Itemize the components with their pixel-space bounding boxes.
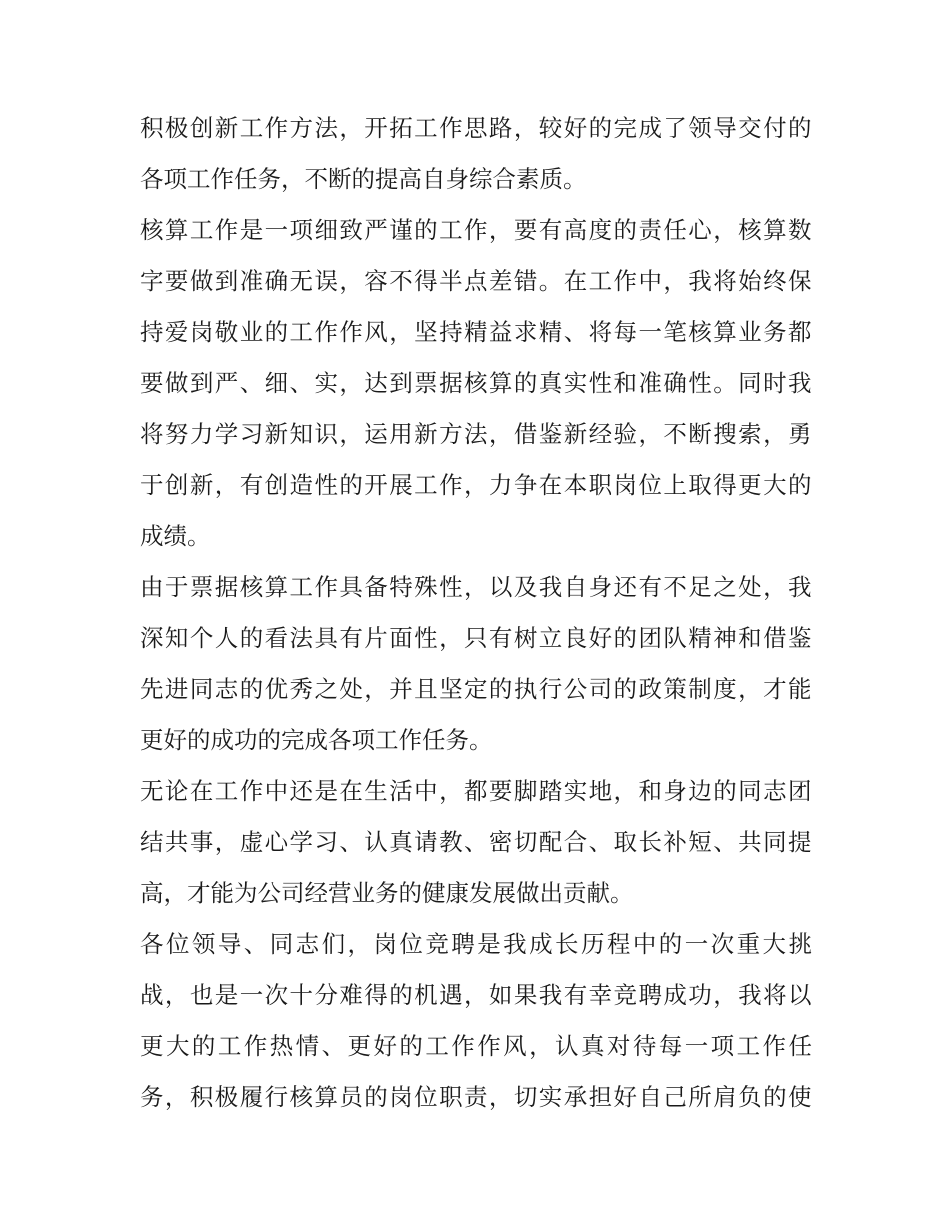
text-line-content: 积极创新工作方法，开拓工作思路，较好的完成了领导交付的 bbox=[140, 114, 813, 142]
text-line-content: 更好的成功的完成各项工作任务。 bbox=[140, 726, 493, 754]
text-line-content: 结共事，虚心学习、认真请教、密切配合、取长补短、共同提 bbox=[140, 828, 813, 856]
text-line bbox=[140, 511, 812, 562]
text-line bbox=[140, 1021, 815, 1072]
text-line bbox=[140, 919, 815, 970]
text-line-content: 将努力学习新知识，运用新方法，借鉴新经验，不断搜索，勇 bbox=[140, 420, 813, 448]
text-line bbox=[140, 103, 812, 154]
text-line bbox=[140, 256, 812, 307]
text-line bbox=[140, 358, 812, 409]
text-line bbox=[140, 1072, 812, 1123]
text-line bbox=[140, 307, 812, 358]
text-line bbox=[140, 766, 812, 817]
text-line bbox=[140, 205, 812, 256]
text-line-content: 高，才能为公司经营业务的健康发展做出贡献。 bbox=[140, 879, 634, 907]
text-line bbox=[140, 664, 812, 715]
text-line-content: 深知个人的看法具有片面性，只有树立良好的团队精神和借鉴 bbox=[140, 624, 813, 652]
text-line bbox=[140, 817, 812, 868]
text-line bbox=[140, 409, 812, 460]
text-line-content: 核算工作是一项细致严谨的工作，要有高度的责任心，核算数 bbox=[140, 216, 813, 244]
text-line bbox=[140, 613, 812, 664]
text-line-content: 持爱岗敬业的工作作风，坚持精益求精、将每一笔核算业务都 bbox=[140, 318, 813, 346]
text-line bbox=[140, 715, 812, 766]
text-line-content: 无论在工作中还是在生活中，都要脚踏实地，和身边的同志团 bbox=[140, 777, 813, 805]
text-line bbox=[140, 868, 812, 919]
text-line-content: 要做到严、细、实，达到票据核算的真实性和准确性。同时我 bbox=[140, 369, 813, 397]
text-line-content: 字要做到准确无误，容不得半点差错。在工作中，我将始终保 bbox=[140, 267, 813, 295]
text-line-content: 各位领导、同志们，岗位竞聘是我成长历程中的一次重大挑 bbox=[140, 930, 815, 958]
text-line-content: 先进同志的优秀之处，并且坚定的执行公司的政策制度，才能 bbox=[140, 675, 813, 703]
text-line-content: 成绩。 bbox=[140, 522, 211, 550]
text-line bbox=[140, 562, 812, 613]
text-line bbox=[140, 154, 812, 205]
text-line-content: 务，积极履行核算员的岗位职责，切实承担好自己所肩负的使 bbox=[140, 1083, 813, 1111]
text-line-content: 各项工作任务，不断的提高自身综合素质。 bbox=[140, 165, 587, 193]
text-line-content: 于创新，有创造性的开展工作，力争在本职岗位上取得更大的 bbox=[140, 471, 813, 499]
text-line-content: 更大的工作热情、更好的工作作风，认真对待每一项工作任 bbox=[140, 1032, 815, 1060]
text-line bbox=[140, 970, 812, 1021]
document-body bbox=[140, 103, 815, 1123]
text-line bbox=[140, 460, 812, 511]
text-line-content: 由于票据核算工作具备特殊性，以及我自身还有不足之处，我 bbox=[140, 573, 813, 601]
text-line-content: 战，也是一次十分难得的机遇，如果我有幸竞聘成功，我将以 bbox=[140, 981, 813, 1009]
